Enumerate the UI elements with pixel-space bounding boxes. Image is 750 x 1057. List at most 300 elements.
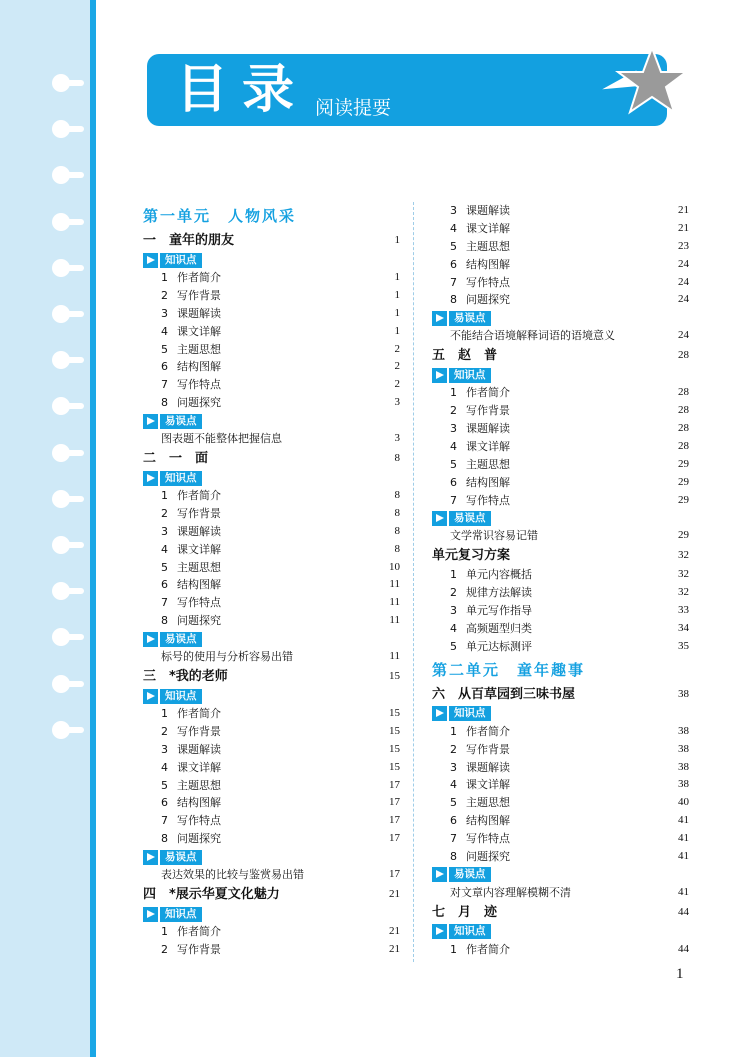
item-number: 3 [450, 760, 457, 774]
page-ref: 17 [389, 868, 400, 881]
page-ref: 3 [394, 396, 400, 409]
item-title: 主题思想 [177, 342, 221, 356]
badge-label: 易误点 [449, 867, 491, 882]
toc-item[interactable] [432, 566, 689, 584]
page-ref: 8 [394, 542, 400, 555]
page-ref: 38 [678, 687, 689, 700]
item-number: 3 [450, 604, 457, 618]
item-title: 结构图解 [466, 814, 510, 828]
item-number: 2 [161, 724, 168, 738]
unit-heading: 第二单元 童年趣事 [432, 660, 586, 679]
toc-item[interactable] [432, 384, 689, 402]
page-ref: 29 [678, 529, 689, 542]
toc-lesson[interactable] [432, 684, 689, 705]
item-number: 4 [450, 221, 457, 235]
page-ref: 1 [394, 306, 400, 319]
binder-hole-tab [60, 403, 84, 409]
page-ref: 40 [678, 796, 689, 809]
page-ref: 11 [389, 578, 400, 591]
item-number: 1 [161, 489, 168, 503]
section-badge [143, 251, 400, 269]
toc-item[interactable] [143, 830, 400, 848]
entry-title: 五 赵 普 [432, 348, 498, 364]
binder-hole-tab [60, 496, 84, 502]
toc-item[interactable] [432, 402, 689, 420]
page-ref: 29 [678, 493, 689, 506]
entry-title: 图表题不能整体把握信息 [161, 432, 282, 446]
item-title: 结构图解 [177, 360, 221, 374]
page-ref: 28 [678, 422, 689, 435]
entry-title: 七 月 迹 [432, 904, 498, 920]
toc-item[interactable] [432, 794, 689, 812]
page-ref: 28 [678, 349, 689, 362]
toc-item[interactable] [432, 812, 689, 830]
item-number: 4 [450, 778, 457, 792]
badge-label: 易误点 [160, 850, 202, 865]
page-ref: 8 [394, 489, 400, 502]
badge-label: 易误点 [449, 511, 491, 526]
badge-label: 知识点 [160, 471, 202, 486]
item-title: 写作特点 [466, 275, 510, 289]
toc-item[interactable] [432, 741, 689, 759]
item-title: 结构图解 [466, 257, 510, 271]
item-title: 写作特点 [466, 493, 510, 507]
item-title: 课题解读 [466, 760, 510, 774]
entry-title: 表达效果的比较与鉴赏易出错 [161, 868, 304, 882]
toc-item[interactable] [143, 594, 400, 612]
toc-item[interactable] [432, 584, 689, 602]
page-ref: 11 [389, 614, 400, 627]
entry-title: 不能结合语境解释词语的语境意义 [450, 329, 615, 343]
item-number: 6 [161, 578, 168, 592]
page-ref: 24 [678, 329, 689, 342]
page-subtitle: 阅读提要 [315, 97, 392, 119]
item-title: 主题思想 [177, 778, 221, 792]
play-triangle-icon [432, 511, 447, 526]
play-triangle-icon [432, 924, 447, 939]
item-number: 2 [161, 288, 168, 302]
page-ref: 38 [678, 724, 689, 737]
item-number: 7 [450, 832, 457, 846]
toc-item[interactable] [143, 287, 400, 305]
badge-label: 知识点 [449, 368, 491, 383]
item-number: 3 [450, 422, 457, 436]
item-number: 3 [161, 306, 168, 320]
item-number: 4 [161, 542, 168, 556]
binder-hole-tab [60, 311, 84, 317]
item-title: 高频题型归类 [466, 622, 532, 636]
item-title: 结构图解 [177, 796, 221, 810]
item-number: 8 [161, 614, 168, 628]
item-title: 作者简介 [177, 489, 221, 503]
item-title: 主题思想 [177, 560, 221, 574]
item-title: 问题探究 [177, 614, 221, 628]
badge-label: 易误点 [449, 311, 491, 326]
item-title: 结构图解 [466, 475, 510, 489]
entry-title: 标号的使用与分析容易出错 [161, 650, 293, 664]
toc-item[interactable] [432, 438, 689, 456]
toc-item[interactable] [143, 759, 400, 777]
item-title: 写作特点 [177, 378, 221, 392]
binder-hole-tab [60, 265, 84, 271]
toc-lesson[interactable] [432, 902, 689, 923]
item-number: 6 [450, 814, 457, 828]
entry-title: 文学常识容易记错 [450, 529, 538, 543]
item-title: 作者简介 [177, 707, 221, 721]
item-number: 5 [450, 457, 457, 471]
toc-lesson[interactable] [143, 884, 400, 905]
page-ref: 44 [678, 905, 689, 918]
toc-item[interactable] [432, 202, 689, 220]
toc-item[interactable] [143, 487, 400, 505]
toc-item[interactable] [143, 576, 400, 594]
item-title: 结构图解 [177, 578, 221, 592]
section-badge [432, 509, 689, 527]
badge-label: 知识点 [160, 689, 202, 704]
play-triangle-icon [143, 414, 158, 429]
toc-item[interactable] [432, 941, 689, 959]
page-ref: 3 [394, 432, 400, 445]
toc-item[interactable] [432, 492, 689, 510]
page-ref: 35 [678, 639, 689, 652]
play-triangle-icon [143, 471, 158, 486]
toc-note[interactable] [432, 884, 689, 902]
toc-item[interactable] [143, 541, 400, 559]
play-triangle-icon [432, 867, 447, 882]
page-ref: 28 [678, 386, 689, 399]
page-ref: 8 [394, 524, 400, 537]
binder-hole-tab [60, 357, 84, 363]
page-ref: 32 [678, 549, 689, 562]
item-number: 4 [161, 324, 168, 338]
item-number: 7 [161, 596, 168, 610]
item-title: 课题解读 [466, 422, 510, 436]
toc-item[interactable] [143, 523, 400, 541]
section-badge [143, 848, 400, 866]
page-ref: 38 [678, 760, 689, 773]
item-number: 3 [161, 524, 168, 538]
section-badge [143, 469, 400, 487]
binder-spine [0, 0, 90, 1057]
toc-item[interactable] [143, 323, 400, 341]
page-ref: 2 [394, 378, 400, 391]
binder-hole-tab [60, 681, 84, 687]
item-number: 1 [161, 707, 168, 721]
page-ref: 41 [678, 850, 689, 863]
star-icon [596, 40, 688, 130]
page-title: 目录 [176, 60, 309, 120]
badge-label: 知识点 [449, 924, 491, 939]
toc-item[interactable] [143, 723, 400, 741]
item-title: 写作背景 [466, 742, 510, 756]
item-number: 7 [450, 275, 457, 289]
page-ref: 28 [678, 439, 689, 452]
toc-lesson[interactable] [432, 545, 689, 566]
item-title: 作者简介 [466, 386, 510, 400]
play-triangle-icon [143, 907, 158, 922]
item-number: 7 [161, 814, 168, 828]
page-ref: 32 [678, 586, 689, 599]
toc-item[interactable] [432, 830, 689, 848]
page-ref: 41 [678, 814, 689, 827]
toc-note[interactable] [143, 866, 400, 884]
item-title: 规律方法解读 [466, 586, 532, 600]
toc-item[interactable] [432, 238, 689, 256]
toc-item[interactable] [143, 376, 400, 394]
page-ref: 38 [678, 742, 689, 755]
item-title: 主题思想 [466, 239, 510, 253]
binder-hole-tab [60, 542, 84, 548]
toc-item[interactable] [143, 794, 400, 812]
binder-hole-tab [60, 219, 84, 225]
toc-note[interactable] [432, 527, 689, 545]
item-title: 作者简介 [177, 271, 221, 284]
page-ref: 17 [389, 778, 400, 791]
item-number: 4 [450, 622, 457, 636]
binder-hole-tab [60, 727, 84, 733]
page-ref: 29 [678, 457, 689, 470]
play-triangle-icon [143, 632, 158, 647]
item-title: 问题探究 [177, 832, 221, 846]
item-number: 6 [161, 796, 168, 810]
page-ref: 21 [389, 888, 400, 901]
item-title: 问题探究 [177, 396, 221, 410]
page-ref: 21 [389, 942, 400, 955]
entry-title: 一 童年的朋友 [143, 233, 235, 248]
toc-item[interactable] [432, 256, 689, 274]
binder-hole-tab [60, 450, 84, 456]
badge-label: 知识点 [160, 253, 202, 268]
item-number: 1 [161, 925, 168, 939]
toc-item[interactable] [432, 291, 689, 309]
toc-item[interactable] [432, 723, 689, 741]
page-ref: 23 [678, 239, 689, 252]
item-number: 5 [161, 778, 168, 792]
toc-right-column [432, 202, 689, 959]
section-badge [432, 366, 689, 384]
item-number: 6 [450, 475, 457, 489]
page-ref: 29 [678, 475, 689, 488]
toc-lesson[interactable] [143, 448, 400, 469]
page-ref: 17 [389, 814, 400, 827]
toc-left-column [143, 202, 400, 959]
entry-title: 三 *我的老师 [143, 669, 228, 685]
badge-label: 易误点 [160, 414, 202, 429]
toc-item[interactable] [432, 620, 689, 638]
entry-title: 六 从百草园到三味书屋 [432, 686, 576, 702]
item-title: 课题解读 [177, 524, 221, 538]
toc-item[interactable] [432, 759, 689, 777]
page-ref: 2 [394, 342, 400, 355]
page-ref: 1 [394, 324, 400, 337]
item-number: 2 [161, 506, 168, 520]
binder-hole-tab [60, 588, 84, 594]
item-title: 课题解读 [177, 306, 221, 320]
toc-lesson[interactable] [143, 666, 400, 687]
toc-item[interactable] [143, 941, 400, 959]
page-ref: 24 [678, 293, 689, 306]
item-number: 1 [450, 942, 457, 956]
item-number: 2 [450, 404, 457, 418]
binder-spine-edge [90, 0, 96, 1057]
item-number: 7 [161, 378, 168, 392]
page-ref: 11 [389, 596, 400, 609]
toc-item[interactable] [143, 505, 400, 523]
toc-item[interactable] [432, 776, 689, 794]
item-title: 主题思想 [466, 457, 510, 471]
toc-note[interactable] [143, 648, 400, 666]
item-title: 作者简介 [177, 925, 221, 939]
item-title: 主题思想 [466, 796, 510, 810]
play-triangle-icon [143, 253, 158, 268]
binder-hole-tab [60, 634, 84, 640]
section-badge [432, 866, 689, 884]
item-number: 5 [450, 639, 457, 653]
page-ref: 15 [389, 760, 400, 773]
page-number: 1 [676, 966, 684, 982]
item-number: 7 [450, 493, 457, 507]
page-ref: 8 [394, 452, 400, 465]
toc-item[interactable] [432, 456, 689, 474]
item-title: 课文详解 [177, 324, 221, 338]
item-number: 3 [450, 204, 457, 217]
page-ref: 21 [389, 925, 400, 938]
entry-title: 二 一 面 [143, 451, 209, 467]
item-number: 2 [450, 742, 457, 756]
page-ref: 44 [678, 942, 689, 955]
entry-title: 四 *展示华夏文化魅力 [143, 887, 280, 903]
page-ref: 21 [678, 204, 689, 216]
toc-item[interactable] [432, 638, 689, 656]
item-title: 写作背景 [466, 404, 510, 418]
badge-label: 知识点 [449, 706, 491, 721]
page-ref: 28 [678, 404, 689, 417]
binder-hole-tab [60, 172, 84, 178]
toc-item[interactable] [143, 269, 400, 287]
item-title: 单元写作指导 [466, 604, 532, 618]
play-triangle-icon [143, 850, 158, 865]
section-badge [432, 705, 689, 723]
toc-note[interactable] [432, 327, 689, 345]
play-triangle-icon [432, 706, 447, 721]
unit-heading: 第一单元 人物风采 [143, 207, 297, 225]
toc-item[interactable] [432, 474, 689, 492]
item-title: 写作背景 [177, 506, 221, 520]
item-title: 问题探究 [466, 293, 510, 307]
page-ref: 17 [389, 796, 400, 809]
section-badge [143, 630, 400, 648]
item-number: 6 [450, 257, 457, 271]
toc-note[interactable] [143, 430, 400, 448]
toc-item[interactable] [432, 602, 689, 620]
section-badge [432, 309, 689, 327]
toc-item[interactable] [432, 848, 689, 866]
toc-item[interactable] [143, 305, 400, 323]
item-number: 1 [450, 386, 457, 400]
item-number: 2 [450, 586, 457, 600]
page-ref: 1 [394, 288, 400, 301]
play-triangle-icon [432, 368, 447, 383]
toc-item[interactable] [143, 559, 400, 577]
page-ref: 17 [389, 832, 400, 845]
toc-item[interactable] [143, 741, 400, 759]
item-title: 课文详解 [177, 542, 221, 556]
page-ref: 34 [678, 622, 689, 635]
page-ref: 8 [394, 506, 400, 519]
page-ref: 21 [678, 221, 689, 234]
page-ref: 41 [678, 885, 689, 898]
play-triangle-icon [432, 311, 447, 326]
item-number: 8 [450, 293, 457, 307]
toc-item[interactable] [432, 420, 689, 438]
toc-item[interactable] [143, 341, 400, 359]
toc-lesson[interactable] [143, 230, 400, 251]
item-number: 4 [161, 760, 168, 774]
toc-item[interactable] [143, 923, 400, 941]
page-ref: 1 [394, 271, 400, 283]
item-title: 单元内容概括 [466, 568, 532, 582]
item-number: 3 [161, 742, 168, 756]
binder-hole-tab [60, 126, 84, 132]
item-number: 8 [450, 850, 457, 864]
toc-item[interactable] [143, 812, 400, 830]
item-number: 5 [450, 796, 457, 810]
toc-item[interactable] [143, 612, 400, 630]
item-title: 写作特点 [177, 814, 221, 828]
item-title: 课文详解 [177, 760, 221, 774]
badge-label: 易误点 [160, 632, 202, 647]
section-badge [143, 687, 400, 705]
item-title: 作者简介 [466, 942, 510, 956]
toc-item[interactable] [432, 220, 689, 238]
page-ref: 24 [678, 257, 689, 270]
page-ref: 2 [394, 360, 400, 373]
page-ref: 11 [389, 650, 400, 663]
toc-lesson[interactable] [432, 345, 689, 366]
item-title: 课文详解 [466, 439, 510, 453]
page-ref: 10 [389, 560, 400, 573]
item-title: 课题解读 [177, 742, 221, 756]
toc-item[interactable] [143, 705, 400, 723]
item-number: 5 [161, 560, 168, 574]
toc-item[interactable] [432, 274, 689, 292]
entry-title: 对文章内容理解模糊不清 [450, 885, 571, 899]
toc-item[interactable] [143, 394, 400, 412]
page-ref: 41 [678, 832, 689, 845]
page-ref: 33 [678, 604, 689, 617]
item-title: 课文详解 [466, 221, 510, 235]
item-number: 1 [450, 568, 457, 582]
page-ref: 24 [678, 275, 689, 288]
item-number: 6 [161, 360, 168, 374]
item-title: 写作背景 [177, 942, 221, 956]
section-badge [143, 905, 400, 923]
item-title: 写作特点 [177, 596, 221, 610]
section-badge [432, 923, 689, 941]
item-number: 8 [161, 396, 168, 410]
badge-label: 知识点 [160, 907, 202, 922]
binder-hole-tab [60, 80, 84, 86]
play-triangle-icon [143, 689, 158, 704]
toc-item[interactable] [143, 358, 400, 376]
page-ref: 15 [389, 707, 400, 720]
toc-item[interactable] [143, 777, 400, 795]
item-number: 1 [161, 271, 168, 284]
page-ref: 38 [678, 778, 689, 791]
item-title: 单元达标测评 [466, 639, 532, 653]
item-number: 5 [450, 239, 457, 253]
page-ref: 15 [389, 670, 400, 683]
